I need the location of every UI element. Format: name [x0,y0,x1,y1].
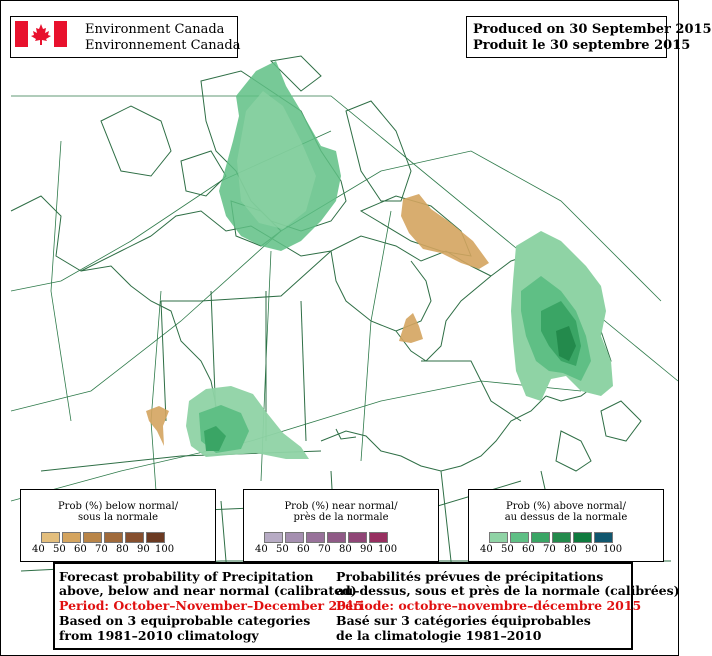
legend-near-normal [243,489,439,562]
legend-title-fr: près de la normale [293,512,389,523]
footer-fr-period: Période: octobre–novembre–décembre 2015 [336,598,642,613]
legend-above-normal [468,489,664,562]
produced-date-box [466,16,712,58]
legend-swatch [104,532,123,543]
footer-en-line4: Based on 3 equiprobable categories [59,613,311,628]
legend-title-en: Prob (%) above normal/ [506,501,626,512]
legend-swatch [83,532,102,543]
legend-swatch [264,532,283,543]
below-normal-nunavut [401,194,489,269]
agency-name-fr: Environnement Canada [85,38,241,53]
legend-swatch [510,532,529,543]
legend-swatch [348,532,367,543]
legend-tick-label: 80 [116,544,129,555]
footer-fr-line5: de la climatologie 1981–2010 [336,628,542,643]
legend-title-fr: sous la normale [77,512,159,523]
legend-tick-label: 80 [564,544,577,555]
legend-below-normal [20,489,216,562]
legend-tick-label: 60 [297,544,310,555]
legend-ticks [31,544,211,556]
footer-en-line1: Forecast probability of Precipitation [59,569,314,584]
legend-tick-label: 50 [501,544,514,555]
above-normal-prairies [186,386,309,459]
legend-title-en: Prob (%) near normal/ [284,501,398,512]
legend-ticks [479,544,659,556]
footer-fr-line1: Probabilités prévues de précipitations [336,569,604,584]
produced-date-en: Produced on 30 September 2015 [473,22,712,37]
legend-tick-label: 90 [585,544,598,555]
legend-tick-label: 40 [255,544,268,555]
legend-tick-label: 90 [360,544,373,555]
legend-ticks [254,544,434,556]
legend-tick-label: 80 [339,544,352,555]
legend-tick-label: 70 [543,544,556,555]
footer-fr-line4: Basé sur 3 catégories équiprobables [336,613,591,628]
below-normal-southern-bc [146,406,169,446]
above-normal-atlantic [511,231,613,401]
footer-en-line2: above, below and near normal (calibrated) [59,583,357,598]
legend-tick-label: 90 [137,544,150,555]
legend-title-fr: au dessus de la normale [504,512,628,523]
footer-en-period: Period: October–November–December 2015 [59,598,364,613]
legend-swatch [573,532,592,543]
legend-swatch [62,532,81,543]
legend-swatch [369,532,388,543]
legend-swatch [594,532,613,543]
footer-fr-line2: au–dessus, sous et près de la normale (calibrées) [336,583,680,598]
canada-flag-icon [15,21,67,47]
legend-tick-label: 40 [32,544,45,555]
legend-tick-label: 60 [74,544,87,555]
footer-en-line5: from 1981–2010 climatology [59,628,259,643]
legend-swatch [531,532,550,543]
legend-tick-label: 70 [318,544,331,555]
forecast-description-box [53,562,680,650]
legend-tick-label: 50 [53,544,66,555]
legend-swatch [327,532,346,543]
legend-tick-label: 100 [603,544,623,555]
legend-tick-label: 100 [155,544,175,555]
legend-swatch [146,532,165,543]
produced-date-fr: Produit le 30 septembre 2015 [473,38,691,53]
agency-name-en: Environment Canada [85,22,225,37]
legend-tick-label: 70 [95,544,108,555]
legend-tick-label: 100 [378,544,398,555]
legend-swatch [41,532,60,543]
legend-swatch [306,532,325,543]
legend-tick-label: 60 [522,544,535,555]
legend-tick-label: 40 [480,544,493,555]
legend-swatch [552,532,571,543]
above-normal-arctic-islands [219,61,341,251]
legend-swatch [125,532,144,543]
legend-tick-label: 50 [276,544,289,555]
legend-title-en: Prob (%) below normal/ [57,501,179,512]
legend-swatch [285,532,304,543]
agency-box [10,16,241,58]
legend-swatch [489,532,508,543]
